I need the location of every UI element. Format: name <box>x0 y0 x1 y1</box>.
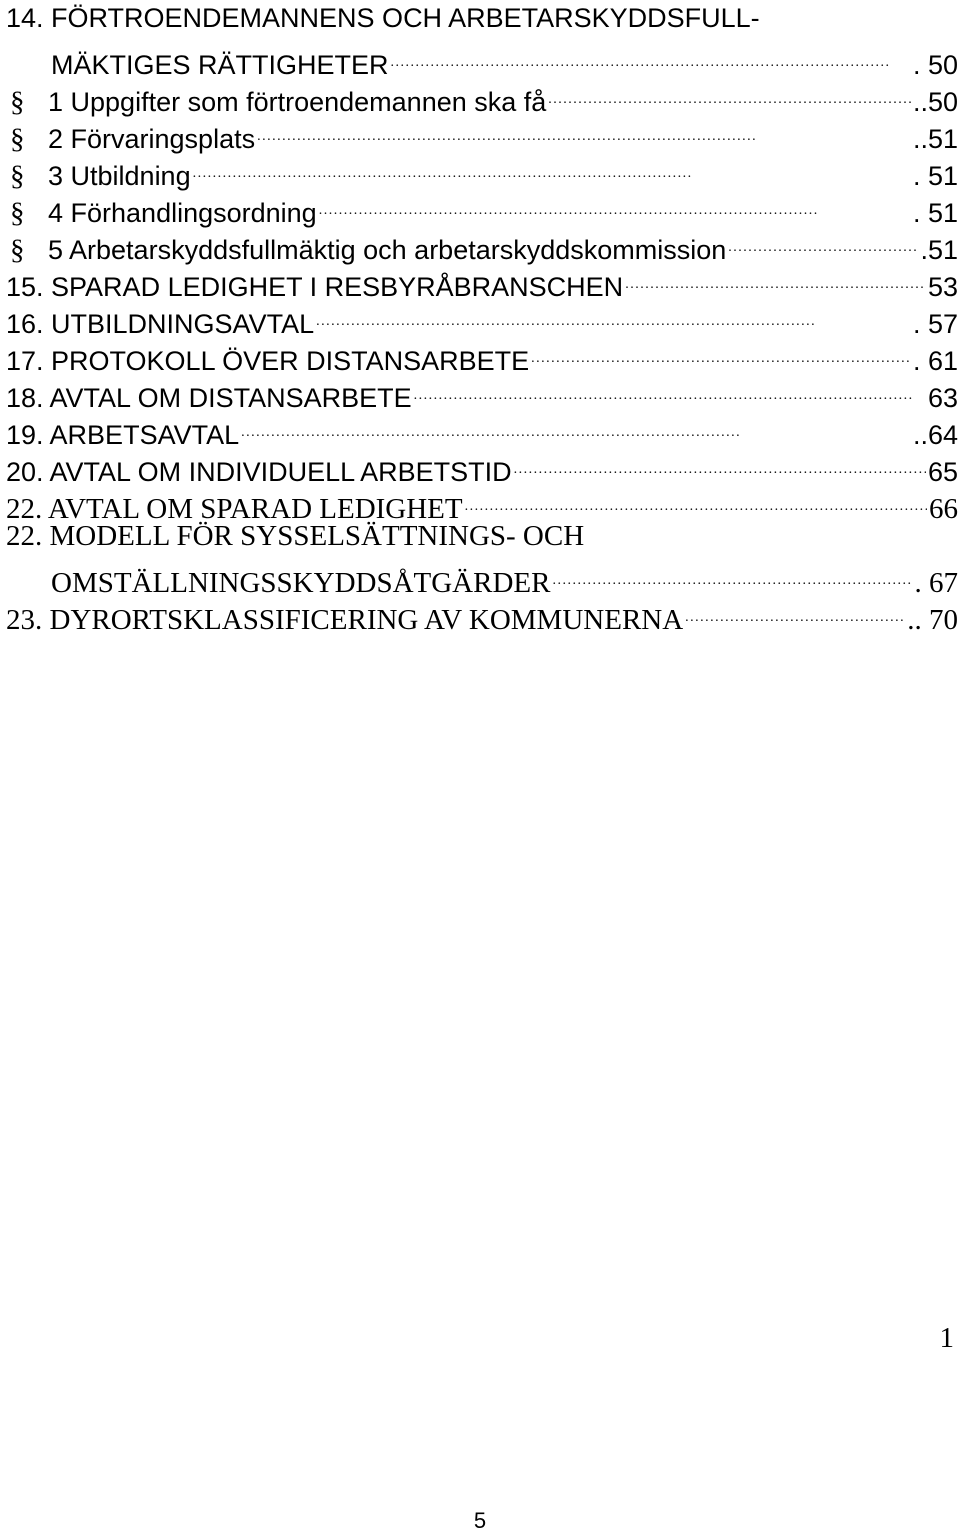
leader-dots <box>319 185 911 222</box>
toc-section-3[interactable]: § 3 Utbildning . . . . 51 <box>6 148 958 185</box>
toc-heading-14-line2[interactable]: MÄKTIGES RÄTTIGHETER . . . . 50 <box>6 37 958 74</box>
toc-chapter-16[interactable]: 16. UTBILDNINGSAVTAL . . . . 57 <box>6 296 958 333</box>
page-ref: ..64 <box>912 420 958 450</box>
page-ref: ..50 <box>912 87 958 117</box>
toc-chapter-17[interactable]: 17. PROTOKOLL ÖVER DISTANSARBETE . . . . 61 <box>6 333 958 370</box>
leader-dots <box>193 148 911 185</box>
toc-section-1[interactable]: § 1 Uppgifter som förtroendemannen ska få . . . ..50 <box>6 74 958 111</box>
page-ref: 53 <box>927 272 958 302</box>
leader-dots <box>552 555 912 592</box>
toc-chapter-15[interactable]: 15. SPARAD LEDIGHET I RESBYRÅBRANSCHEN . . . 53 <box>6 259 958 296</box>
section-sign-icon: § <box>10 234 25 266</box>
page-ref: . 51 <box>912 198 958 228</box>
toc-chapter-19[interactable]: 19. ARBETSAVTAL . . . ..64 <box>6 407 958 444</box>
leader-dots <box>728 222 918 259</box>
leader-dots <box>414 370 926 407</box>
toc-heading-22b-line2[interactable]: OMSTÄLLNINGSSKYDDSÅTGÄRDER . . . . 67 <box>6 555 958 592</box>
leader-dots <box>625 259 926 296</box>
toc-chapter-23[interactable]: 23. DYRORTSKLASSIFICERING AV KOMMUNERNA . . . .. 70 <box>6 592 958 629</box>
page-ref: .. 70 <box>907 604 958 636</box>
leader-dots <box>531 333 911 370</box>
page-ref: 65 <box>927 457 958 487</box>
leader-dots <box>257 111 911 148</box>
leader-dots <box>685 592 905 629</box>
leader-dots <box>391 37 911 74</box>
page-ref: .51 <box>920 235 958 265</box>
leader-dots <box>316 296 911 333</box>
toc-section-4[interactable]: § 4 Förhandlingsordning . . . . 51 <box>6 185 958 222</box>
table-of-contents <box>6 0 958 636</box>
leader-dots <box>241 407 911 444</box>
toc-heading-14-line1: 14. FÖRTROENDEMANNENS OCH ARBETARSKYDDSFULL- <box>6 3 760 33</box>
section-page-number: 1 <box>939 1322 954 1354</box>
page-ref: . 50 <box>912 50 958 80</box>
section-sign-icon: § <box>10 86 25 118</box>
page-number: 5 <box>473 1508 487 1533</box>
page-ref: . 51 <box>912 161 958 191</box>
page-ref: 66 <box>929 493 958 525</box>
section-sign-icon: § <box>10 197 25 229</box>
toc-chapter-22a[interactable]: 22. AVTAL OM SPARAD LEDIGHET . . . 66 <box>6 481 958 518</box>
section-sign-icon: § <box>10 160 25 192</box>
page-ref: . 57 <box>912 309 958 339</box>
page-ref: 63 <box>927 383 958 413</box>
toc-heading-22b-line1: 22. MODELL FÖR SYSSELSÄTTNINGS- OCH <box>6 520 585 552</box>
toc-chapter-20[interactable]: 20. AVTAL OM INDIVIDUELL ARBETSTID . . . 65 <box>6 444 958 481</box>
toc-section-5[interactable]: § 5 Arbetarskyddsfullmäktig och arbetarskyddskommission . . . .51 <box>6 222 958 259</box>
leader-dots <box>548 74 911 111</box>
leader-dots <box>514 444 926 481</box>
toc-chapter-18[interactable]: 18. AVTAL OM DISTANSARBETE . . . 63 <box>6 370 958 407</box>
leader-dots <box>465 481 927 518</box>
page-ref: ..51 <box>912 124 958 154</box>
page-ref: . 67 <box>914 567 958 599</box>
page-ref: . 61 <box>912 346 958 376</box>
section-sign-icon: § <box>10 123 25 155</box>
toc-section-2[interactable]: § 2 Förvaringsplats . . . ..51 <box>6 111 958 148</box>
